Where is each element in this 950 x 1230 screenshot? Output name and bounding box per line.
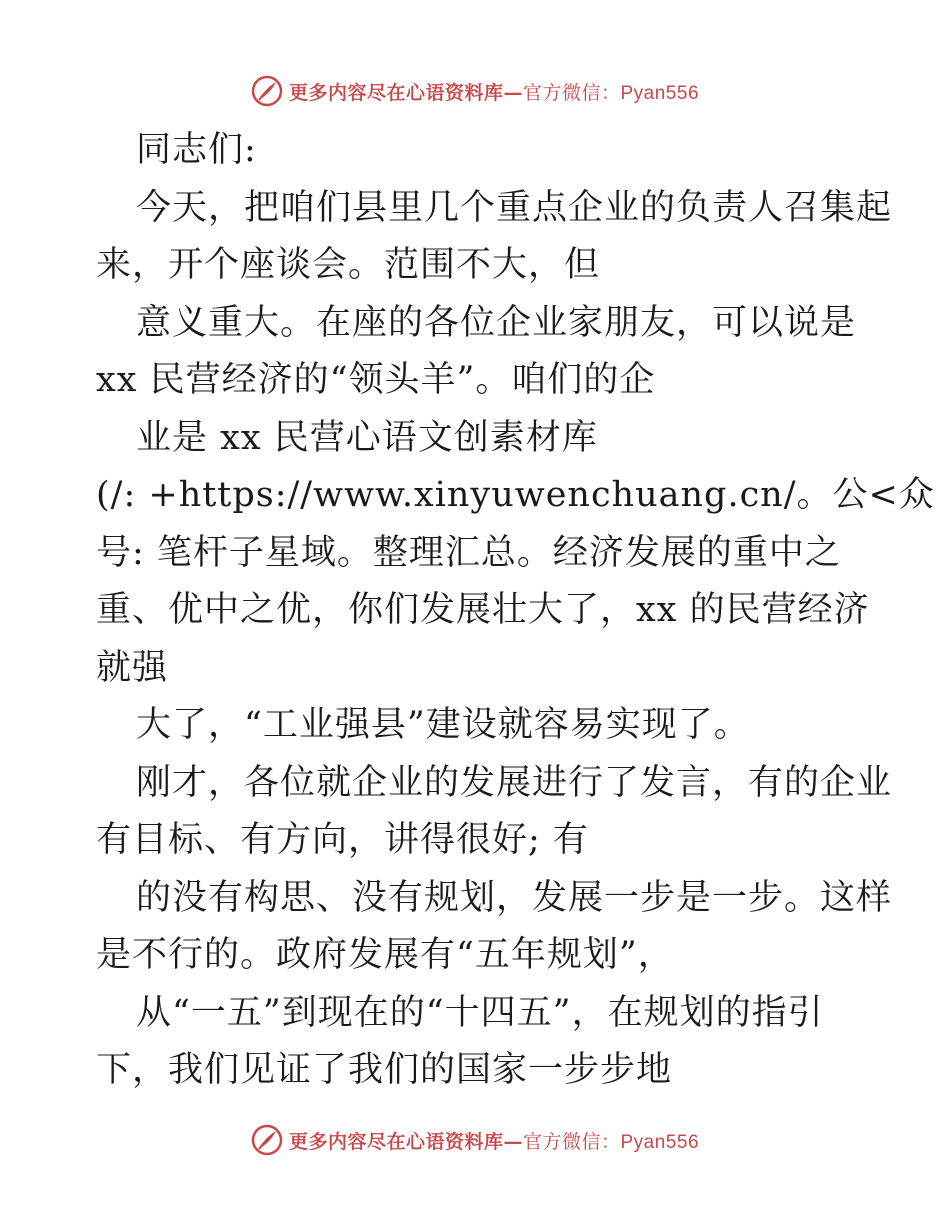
footer-banner: [0, 1120, 950, 1160]
body-line: (/: +https://www.xinyuwenchuang.cn/。公<众: [96, 475, 935, 515]
header-banner: [0, 71, 950, 111]
header-banner-text: [289, 78, 699, 105]
body-line: 就强: [96, 647, 169, 688]
document-body: [96, 122, 935, 1100]
body-line: 意义重大。在座的各位企业家朋友，可以说是: [136, 302, 857, 343]
body-line: 重、优中之优，你们发展壮大了，xx 的民营经济: [96, 590, 870, 630]
body-line: 今天，把咱们县里几个重点企业的负责人召集起: [136, 187, 893, 228]
body-line: 大了，“工业强县”建设就容易实现了。: [136, 705, 750, 745]
body-line: 业是 xx 民营心语文创素材库: [136, 417, 598, 458]
header-banner-dash: —: [503, 81, 523, 104]
body-line: 来，开个座谈会。范围不大，但: [96, 245, 601, 285]
footer-banner-main: 更多内容尽在心语资料库: [288, 1130, 504, 1153]
body-line: 下，我们见证了我们的国家一步步地: [96, 1050, 673, 1090]
header-banner-main: 更多内容尽在心语资料库: [288, 81, 504, 104]
quill-logo-icon: [251, 1124, 283, 1156]
body-line: 同志们:: [136, 130, 257, 170]
body-line: 从“一五”到现在的“十四五”，在规划的指引: [136, 992, 824, 1033]
header-banner-wechat-label: 官方微信：: [522, 81, 621, 104]
footer-banner-text: [289, 1127, 699, 1154]
body-line: 的没有构思、没有规划，发展一步是一步。这样: [136, 877, 893, 918]
header-banner-account: Pyan556: [620, 82, 700, 104]
footer-banner-wechat-label: 官方微信：: [522, 1130, 621, 1153]
body-line: 有目标、有方向，讲得很好; 有: [96, 820, 589, 860]
body-line: 是不行的。政府发展有“五年规划”，: [96, 935, 674, 975]
body-line: 号: 笔杆子星域。整理汇总。经济发展的重中之: [96, 532, 841, 573]
footer-banner-account: Pyan556: [620, 1131, 700, 1153]
body-line: 刚才，各位就企业的发展进行了发言，有的企业: [136, 762, 893, 803]
quill-logo-icon: [251, 75, 283, 107]
body-line: xx 民营经济的“领头羊”。咱们的企: [96, 360, 656, 400]
footer-banner-dash: —: [503, 1130, 523, 1153]
